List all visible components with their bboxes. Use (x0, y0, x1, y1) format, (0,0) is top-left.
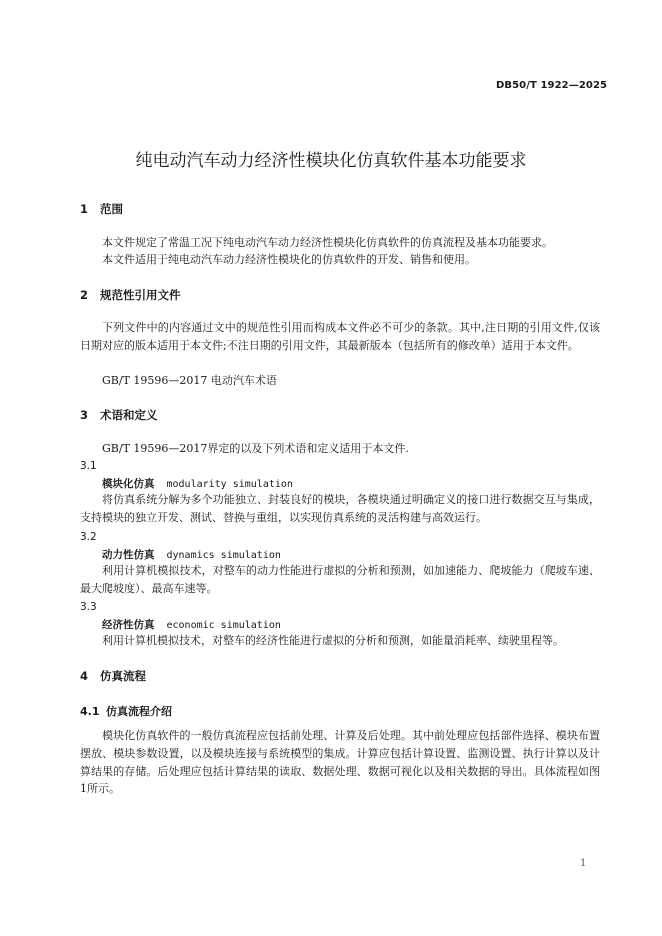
normative-references-paragraph: 下列文件中的内容通过文中的规范性引用而构成本文件必不可少的条款。其中,注日期的引用文件,仅该日期对应的版本适用于本文件;不注日期的引用文件，其最新版本（包括所有的修改单）适用于本文件。 (80, 321, 600, 352)
term-entry (102, 476, 293, 491)
section-number: 2 (80, 288, 89, 302)
subsection-number: 4.1 (80, 705, 100, 718)
term-english: economic simulation (166, 620, 281, 631)
reference-item: GB/T 19596—2017 电动汽车术语 (102, 374, 277, 387)
term-entry (102, 617, 281, 632)
term-definition: 利用计算机模拟技术，对整车的经济性能进行虚拟的分析和预测，如能量消耗率、续驶里程等。 (102, 634, 564, 647)
section-title: 范围 (100, 202, 123, 216)
term-number: 3.2 (80, 531, 97, 543)
section-title: 规范性引用文件 (100, 288, 181, 302)
scope-paragraph-1: 本文件规定了常温工况下纯电动汽车动力经济性模块化仿真软件的仿真流程及基本功能要求。 (102, 236, 553, 249)
subsection-4-1-heading (80, 703, 172, 719)
section-title: 术语和定义 (100, 408, 158, 422)
term-chinese: 动力性仿真 (102, 549, 155, 561)
section-4-heading (80, 668, 146, 684)
section-1-heading (80, 201, 123, 217)
section-2-heading (80, 287, 181, 303)
term-chinese: 模块化仿真 (102, 478, 155, 490)
section-number: 4 (80, 669, 89, 683)
term-chinese: 经济性仿真 (102, 619, 155, 631)
section-3-heading (80, 407, 158, 423)
simulation-process-paragraph: 模块化仿真软件的一般仿真流程应包括前处理、计算及后处理。其中前处理应包括部件选择、模块布置摆放、模块参数设置，以及模块连接与系统模型的集成。计算应包括计算设置、监测设置、执行计算以及计算结果的存储。后处理应包括计算结果的读取、数据处理、数据可视化以及相关数据的导出。具体流程如图1所示。 (80, 729, 600, 796)
scope-paragraph-2: 本文件适用于纯电动汽车动力经济性模块化的仿真软件的开发、销售和使用。 (102, 253, 476, 266)
page-number: 1 (580, 858, 587, 869)
term-number: 3.3 (80, 601, 97, 613)
section-number: 1 (80, 202, 89, 216)
subsection-title: 仿真流程介绍 (106, 705, 172, 718)
section-title: 仿真流程 (100, 669, 146, 683)
standard-number: DB50/T 1922—2025 (496, 80, 608, 91)
term-definition: 利用计算机模拟技术，对整车的动力性能进行虚拟的分析和预测，如加速能力、爬坡能力（爬坡车速、最大爬坡度）、最高车速等。 (80, 564, 600, 595)
term-english: dynamics simulation (166, 550, 281, 561)
term-definition: 将仿真系统分解为多个功能独立、封装良好的模块，各模块通过明确定义的接口进行数据交互与集成，支持模块的独立开发、测试、替换与重组，以实现仿真系统的灵活构建与高效运行。 (80, 493, 600, 524)
term-entry (102, 547, 281, 562)
section-number: 3 (80, 408, 89, 422)
term-number: 3.1 (80, 460, 97, 472)
document-title: 纯电动汽车动力经济性模块化仿真软件基本功能要求 (135, 151, 527, 171)
terms-intro: GB/T 19596—2017界定的以及下列术语和定义适用于本文件. (102, 442, 409, 455)
term-english: modularity simulation (166, 479, 293, 490)
